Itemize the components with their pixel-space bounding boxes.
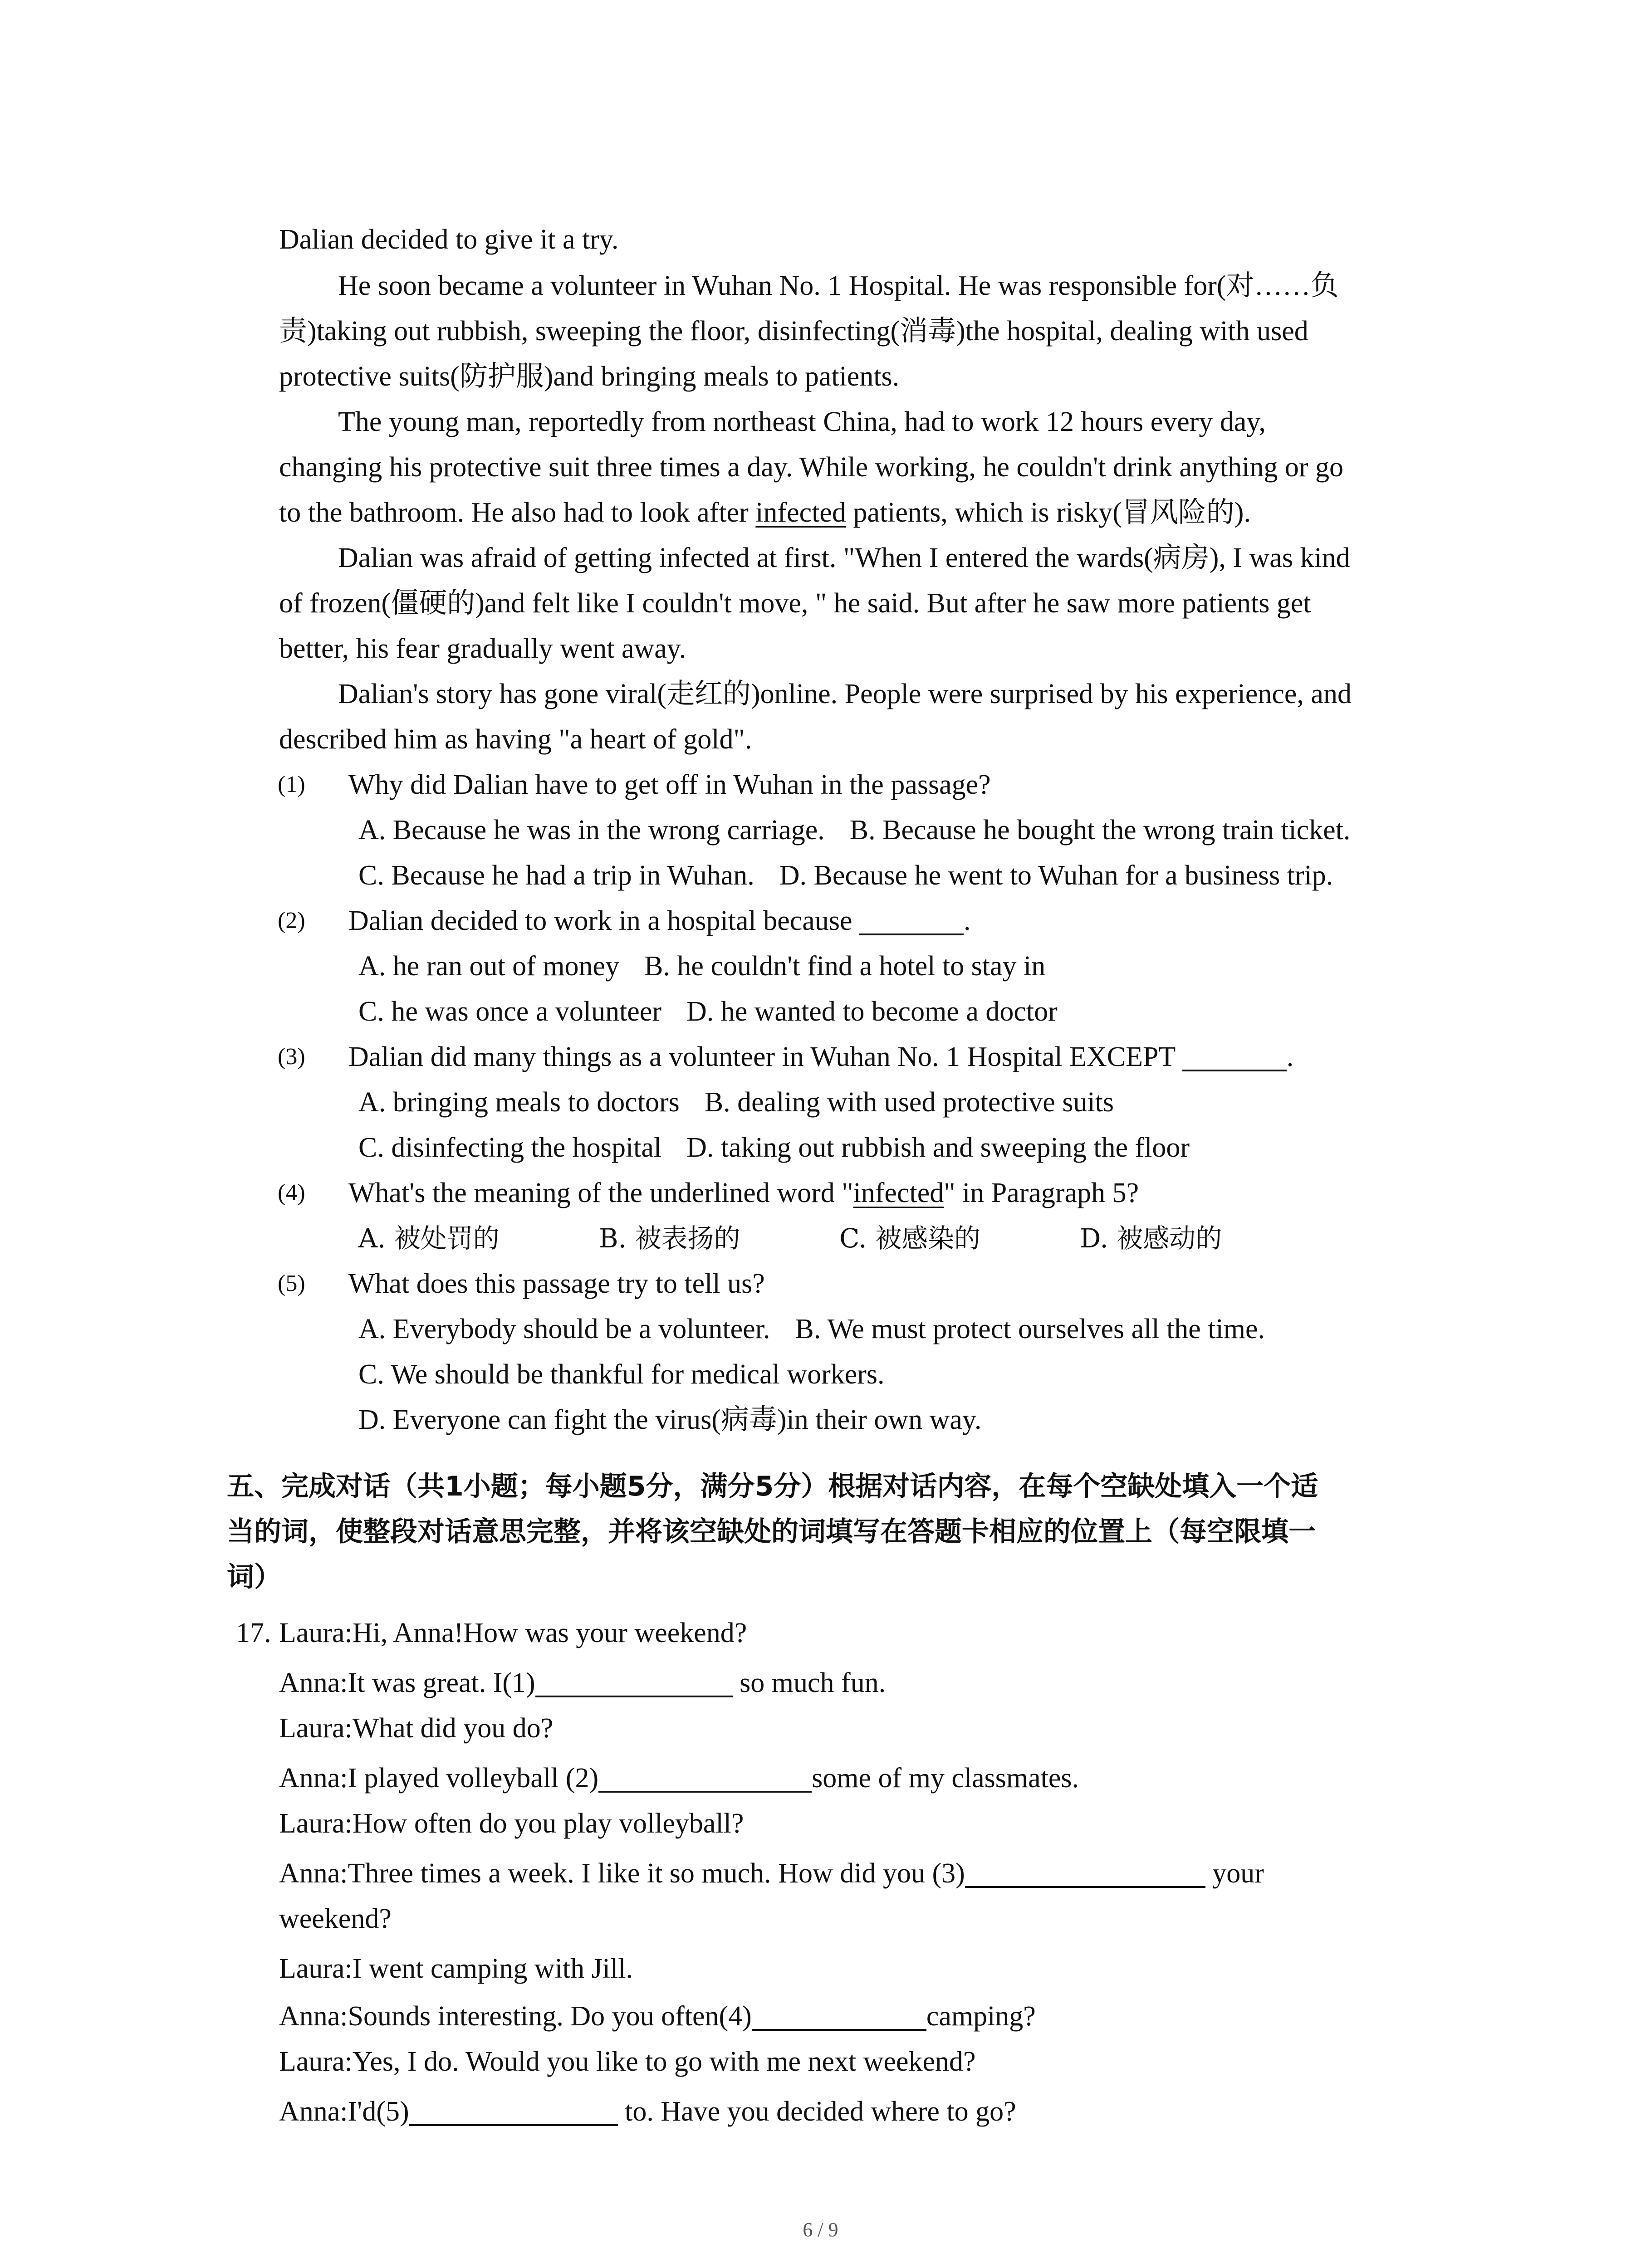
option-c[interactable]: C. he was once a volunteer xyxy=(358,996,661,1027)
option-a[interactable]: A. bringing meals to doctors xyxy=(358,1087,680,1118)
question-text: " in Paragraph 5? xyxy=(944,1178,1139,1208)
dialogue-line: Laura:I went camping with Jill. xyxy=(279,1953,633,1984)
answer-blank-5[interactable] xyxy=(409,2096,618,2126)
dialogue-line: Laura:Yes, I do. Would you like to go with me next weekend? xyxy=(279,2046,976,2077)
option-c[interactable]: C. We should be thankful for medical workers. xyxy=(358,1359,885,1390)
question-text: Why did Dalian have to get off in Wuhan in the passage? xyxy=(348,769,991,800)
passage-line: protective suits(防护服)and bringing meals to patients. xyxy=(279,361,900,392)
passage-line: described him as having "a heart of gold". xyxy=(279,724,752,755)
option-b[interactable]: B. Because he bought the wrong train ticket. xyxy=(849,815,1351,846)
dialogue-line xyxy=(279,1855,1264,1892)
option-c[interactable]: C. disinfecting the hospital xyxy=(358,1132,662,1163)
options-row xyxy=(358,812,1350,848)
answer-blank[interactable] xyxy=(859,905,964,935)
option-b[interactable]: B. We must protect ourselves all the time. xyxy=(795,1314,1265,1344)
dialogue-text: Anna:Sounds interesting. Do you often(4) xyxy=(279,2001,752,2032)
dialogue-text: Anna:Three times a week. I like it so much. How did you (3) xyxy=(279,1858,965,1889)
question-row xyxy=(348,1175,1139,1211)
option-a[interactable]: A. Everybody should be a volunteer. xyxy=(358,1314,770,1344)
option-d[interactable]: D. taking out rubbish and sweeping the floor xyxy=(686,1132,1190,1163)
question-number: (2) xyxy=(278,908,305,934)
options-row xyxy=(358,857,1333,894)
dialogue-line: Laura:What did you do? xyxy=(279,1713,554,1744)
passage-text: patients, which is risky(冒风险的). xyxy=(846,497,1251,528)
question-number: (1) xyxy=(278,772,305,797)
dialogue-line xyxy=(279,1760,1079,1796)
passage-line: The young man, reportedly from northeast China, had to work 12 hours every day, xyxy=(338,406,1266,437)
underlined-word-infected: infected xyxy=(755,497,846,528)
options-row xyxy=(358,1129,1190,1166)
passage-text: to the bathroom. He also had to look after xyxy=(279,497,756,528)
dialogue-line xyxy=(279,1665,886,1701)
passage-line: 责)taking out rubbish, sweeping the floor, disinfecting(消毒)the hospital, dealing with used xyxy=(279,316,1308,347)
option-d[interactable]: D. 被感动的 xyxy=(1080,1223,1222,1254)
options-row xyxy=(358,948,1045,984)
option-b[interactable]: B. dealing with used protective suits xyxy=(704,1087,1114,1118)
option-b[interactable]: B. 被表扬的 xyxy=(599,1223,740,1254)
question-number: (3) xyxy=(278,1044,305,1070)
option-a[interactable]: A. 被处罚的 xyxy=(358,1223,500,1254)
section-heading: 当的词，使整段对话意思完整，并将该空缺处的词填写在答题卡相应的位置上（每空限填一 xyxy=(227,1516,1316,1548)
passage-line: of frozen(僵硬的)and felt like I couldn't move, " he said. But after he saw more patients get xyxy=(279,588,1311,619)
passage-line: Dalian's story has gone viral(走红的)online. People were surprised by his experience, and xyxy=(338,679,1352,709)
passage-line: changing his protective suit three times a day. While working, he couldn't drink anything or go xyxy=(279,452,1343,483)
question-number: (4) xyxy=(278,1180,305,1206)
dialogue-text: to. Have you decided where to go? xyxy=(617,2096,1016,2127)
passage-line xyxy=(279,494,1251,531)
question-text: What's the meaning of the underlined word " xyxy=(348,1178,853,1208)
dialogue-text: your xyxy=(1205,1858,1264,1889)
option-d[interactable]: D. he wanted to become a doctor xyxy=(686,996,1058,1027)
answer-blank-4[interactable] xyxy=(752,2001,926,2031)
dialogue-line xyxy=(279,1998,1036,2034)
option-c[interactable]: C. Because he had a trip in Wuhan. xyxy=(358,860,754,891)
answer-blank-3[interactable] xyxy=(965,1858,1205,1888)
question-row: Dalian did many things as a volunteer in Wuhan No. 1 Hospital EXCEPT . xyxy=(348,1041,1294,1072)
options-row xyxy=(358,1220,1222,1256)
options-row xyxy=(358,1311,1265,1347)
question-number: 17. xyxy=(236,1618,271,1648)
underlined-word: infected xyxy=(853,1178,944,1208)
dialogue-text: some of my classmates. xyxy=(812,1763,1079,1794)
dialogue-text: Anna:It was great. I(1) xyxy=(279,1667,535,1698)
dialogue-line: weekend? xyxy=(279,1903,392,1934)
question-number: (5) xyxy=(278,1271,305,1296)
question-text: Dalian did many things as a volunteer in Wuhan No. 1 Hospital EXCEPT xyxy=(348,1041,1176,1072)
option-b[interactable]: B. he couldn't find a hotel to stay in xyxy=(644,951,1046,982)
option-a[interactable]: A. Because he was in the wrong carriage. xyxy=(358,815,825,846)
options-row xyxy=(358,993,1058,1030)
passage-line: better, his fear gradually went away. xyxy=(279,633,686,664)
dialogue-line xyxy=(279,2093,1016,2130)
answer-blank-1[interactable] xyxy=(535,1667,733,1697)
answer-blank[interactable] xyxy=(1182,1041,1287,1071)
dialogue-text: Anna:I played volleyball (2) xyxy=(279,1763,599,1794)
option-a[interactable]: A. he ran out of money xyxy=(358,951,620,982)
dialogue-line: Laura:Hi, Anna!How was your weekend? xyxy=(279,1618,747,1648)
option-d[interactable]: D. Because he went to Wuhan for a business trip. xyxy=(779,860,1333,891)
answer-blank-2[interactable] xyxy=(598,1763,812,1793)
dialogue-text: Anna:I'd(5) xyxy=(279,2096,409,2127)
question-text: What does this passage try to tell us? xyxy=(348,1268,765,1299)
section-heading: 词） xyxy=(227,1561,281,1593)
option-c[interactable]: C. 被感染的 xyxy=(839,1223,981,1254)
page-number: 6 / 9 xyxy=(803,2219,838,2241)
section-heading: 五、完成对话（共1小题；每小题5分，满分5分）根据对话内容，在每个空缺处填入一个适 xyxy=(227,1471,1318,1502)
question-text: Dalian decided to work in a hospital because xyxy=(348,905,852,936)
question-row: Dalian decided to work in a hospital because . xyxy=(348,905,971,936)
dialogue-line: Laura:How often do you play volleyball? xyxy=(279,1808,744,1839)
passage-line: Dalian decided to give it a try. xyxy=(279,224,619,255)
dialogue-text: so much fun. xyxy=(732,1667,886,1698)
passage-line: He soon became a volunteer in Wuhan No. 1 Hospital. He was responsible for(对……负 xyxy=(338,270,1339,301)
option-d[interactable]: D. Everyone can fight the virus(病毒)in their own way. xyxy=(358,1404,982,1435)
passage-line: Dalian was afraid of getting infected at first. "When I entered the wards(病房), I was kind xyxy=(338,543,1350,573)
dialogue-text: camping? xyxy=(926,2001,1036,2032)
options-row xyxy=(358,1084,1114,1120)
